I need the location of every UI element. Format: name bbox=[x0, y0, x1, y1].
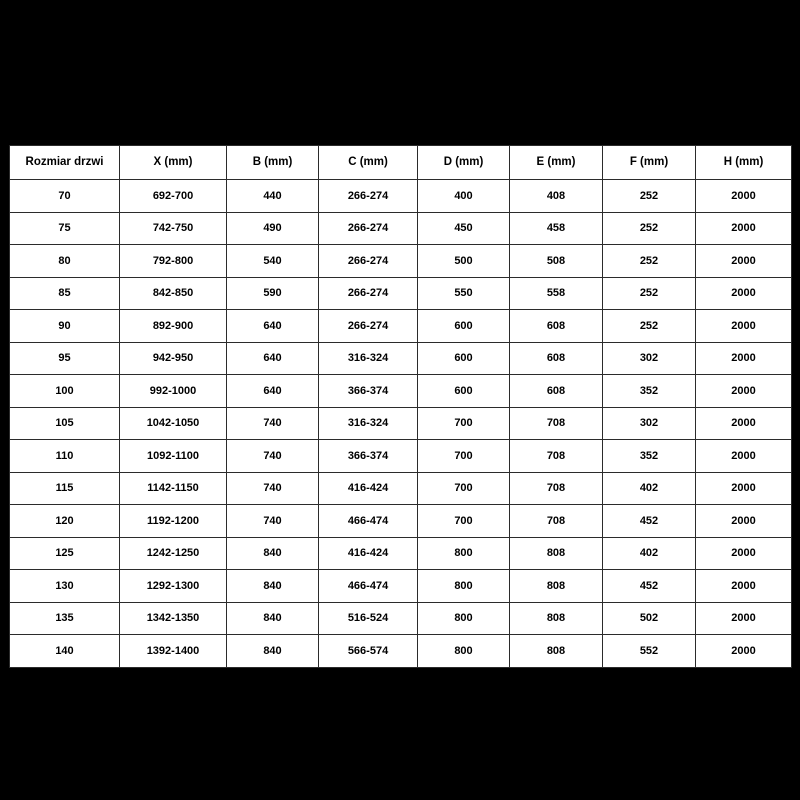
cell-b: 740 bbox=[227, 472, 319, 505]
table-row bbox=[10, 245, 792, 278]
cell-h: 2000 bbox=[696, 505, 792, 538]
cell-d: 600 bbox=[418, 310, 510, 343]
cell-e: 808 bbox=[510, 602, 603, 635]
cell-f: 352 bbox=[603, 440, 696, 473]
cell-x: 742-750 bbox=[120, 212, 227, 245]
cell-h: 2000 bbox=[696, 212, 792, 245]
cell-size: 95 bbox=[10, 342, 120, 375]
cell-f: 452 bbox=[603, 505, 696, 538]
cell-d: 800 bbox=[418, 537, 510, 570]
cell-d: 500 bbox=[418, 245, 510, 278]
table-row bbox=[10, 277, 792, 310]
cell-d: 550 bbox=[418, 277, 510, 310]
cell-e: 608 bbox=[510, 342, 603, 375]
table-row bbox=[10, 440, 792, 473]
table-row bbox=[10, 472, 792, 505]
cell-size: 115 bbox=[10, 472, 120, 505]
cell-x: 1292-1300 bbox=[120, 570, 227, 603]
column-header-rozmiar-drzwi: Rozmiar drzwi bbox=[10, 146, 120, 180]
cell-size: 105 bbox=[10, 407, 120, 440]
cell-size: 70 bbox=[10, 180, 120, 213]
cell-c: 316-324 bbox=[319, 342, 418, 375]
cell-e: 508 bbox=[510, 245, 603, 278]
cell-f: 452 bbox=[603, 570, 696, 603]
cell-x: 1242-1250 bbox=[120, 537, 227, 570]
cell-h: 2000 bbox=[696, 342, 792, 375]
cell-d: 700 bbox=[418, 440, 510, 473]
cell-c: 316-324 bbox=[319, 407, 418, 440]
cell-c: 366-374 bbox=[319, 375, 418, 408]
table-row bbox=[10, 602, 792, 635]
cell-f: 402 bbox=[603, 537, 696, 570]
column-header-d: D (mm) bbox=[418, 146, 510, 180]
table-body bbox=[10, 180, 792, 668]
cell-x: 692-700 bbox=[120, 180, 227, 213]
cell-b: 840 bbox=[227, 635, 319, 668]
cell-h: 2000 bbox=[696, 245, 792, 278]
cell-h: 2000 bbox=[696, 180, 792, 213]
table-row bbox=[10, 310, 792, 343]
cell-h: 2000 bbox=[696, 570, 792, 603]
cell-d: 800 bbox=[418, 635, 510, 668]
cell-e: 608 bbox=[510, 310, 603, 343]
cell-b: 540 bbox=[227, 245, 319, 278]
cell-b: 640 bbox=[227, 375, 319, 408]
cell-c: 466-474 bbox=[319, 505, 418, 538]
cell-size: 140 bbox=[10, 635, 120, 668]
cell-c: 466-474 bbox=[319, 570, 418, 603]
cell-c: 416-424 bbox=[319, 537, 418, 570]
cell-e: 458 bbox=[510, 212, 603, 245]
cell-h: 2000 bbox=[696, 310, 792, 343]
cell-h: 2000 bbox=[696, 440, 792, 473]
cell-d: 600 bbox=[418, 375, 510, 408]
table-header-row bbox=[10, 146, 792, 180]
cell-b: 590 bbox=[227, 277, 319, 310]
cell-d: 700 bbox=[418, 505, 510, 538]
cell-f: 252 bbox=[603, 310, 696, 343]
cell-e: 808 bbox=[510, 570, 603, 603]
table-row bbox=[10, 180, 792, 213]
cell-c: 516-524 bbox=[319, 602, 418, 635]
cell-f: 552 bbox=[603, 635, 696, 668]
cell-c: 266-274 bbox=[319, 180, 418, 213]
cell-e: 808 bbox=[510, 635, 603, 668]
cell-f: 252 bbox=[603, 245, 696, 278]
column-header-c: C (mm) bbox=[319, 146, 418, 180]
cell-h: 2000 bbox=[696, 277, 792, 310]
cell-f: 252 bbox=[603, 212, 696, 245]
cell-h: 2000 bbox=[696, 472, 792, 505]
cell-b: 640 bbox=[227, 310, 319, 343]
column-header-x: X (mm) bbox=[120, 146, 227, 180]
cell-x: 1092-1100 bbox=[120, 440, 227, 473]
cell-d: 800 bbox=[418, 602, 510, 635]
column-header-f: F (mm) bbox=[603, 146, 696, 180]
cell-c: 416-424 bbox=[319, 472, 418, 505]
cell-b: 740 bbox=[227, 505, 319, 538]
table-row bbox=[10, 570, 792, 603]
cell-e: 708 bbox=[510, 407, 603, 440]
cell-b: 840 bbox=[227, 602, 319, 635]
cell-h: 2000 bbox=[696, 407, 792, 440]
cell-e: 558 bbox=[510, 277, 603, 310]
table-row bbox=[10, 537, 792, 570]
cell-c: 266-274 bbox=[319, 245, 418, 278]
cell-size: 120 bbox=[10, 505, 120, 538]
cell-d: 400 bbox=[418, 180, 510, 213]
cell-c: 566-574 bbox=[319, 635, 418, 668]
cell-f: 302 bbox=[603, 342, 696, 375]
cell-f: 352 bbox=[603, 375, 696, 408]
cell-h: 2000 bbox=[696, 375, 792, 408]
cell-size: 85 bbox=[10, 277, 120, 310]
cell-f: 302 bbox=[603, 407, 696, 440]
cell-size: 100 bbox=[10, 375, 120, 408]
cell-b: 640 bbox=[227, 342, 319, 375]
cell-b: 440 bbox=[227, 180, 319, 213]
cell-x: 1042-1050 bbox=[120, 407, 227, 440]
cell-size: 90 bbox=[10, 310, 120, 343]
cell-e: 708 bbox=[510, 505, 603, 538]
cell-e: 408 bbox=[510, 180, 603, 213]
cell-h: 2000 bbox=[696, 635, 792, 668]
cell-size: 130 bbox=[10, 570, 120, 603]
cell-b: 840 bbox=[227, 537, 319, 570]
table-header bbox=[10, 146, 792, 180]
cell-x: 1392-1400 bbox=[120, 635, 227, 668]
cell-d: 700 bbox=[418, 472, 510, 505]
table-row bbox=[10, 407, 792, 440]
table-row bbox=[10, 635, 792, 668]
cell-e: 808 bbox=[510, 537, 603, 570]
cell-x: 992-1000 bbox=[120, 375, 227, 408]
cell-size: 135 bbox=[10, 602, 120, 635]
column-header-h: H (mm) bbox=[696, 146, 792, 180]
table-row bbox=[10, 505, 792, 538]
cell-x: 842-850 bbox=[120, 277, 227, 310]
cell-f: 252 bbox=[603, 277, 696, 310]
table-row bbox=[10, 212, 792, 245]
cell-d: 800 bbox=[418, 570, 510, 603]
cell-b: 740 bbox=[227, 440, 319, 473]
cell-f: 402 bbox=[603, 472, 696, 505]
cell-c: 266-274 bbox=[319, 310, 418, 343]
cell-b: 490 bbox=[227, 212, 319, 245]
cell-d: 450 bbox=[418, 212, 510, 245]
cell-e: 708 bbox=[510, 472, 603, 505]
cell-c: 266-274 bbox=[319, 212, 418, 245]
cell-d: 700 bbox=[418, 407, 510, 440]
cell-c: 266-274 bbox=[319, 277, 418, 310]
cell-c: 366-374 bbox=[319, 440, 418, 473]
cell-f: 252 bbox=[603, 180, 696, 213]
cell-x: 1342-1350 bbox=[120, 602, 227, 635]
column-header-b: B (mm) bbox=[227, 146, 319, 180]
cell-f: 502 bbox=[603, 602, 696, 635]
cell-x: 1142-1150 bbox=[120, 472, 227, 505]
cell-size: 110 bbox=[10, 440, 120, 473]
cell-h: 2000 bbox=[696, 602, 792, 635]
cell-h: 2000 bbox=[696, 537, 792, 570]
cell-x: 942-950 bbox=[120, 342, 227, 375]
cell-size: 125 bbox=[10, 537, 120, 570]
cell-b: 740 bbox=[227, 407, 319, 440]
cell-x: 892-900 bbox=[120, 310, 227, 343]
cell-size: 75 bbox=[10, 212, 120, 245]
cell-e: 608 bbox=[510, 375, 603, 408]
table-row bbox=[10, 342, 792, 375]
cell-b: 840 bbox=[227, 570, 319, 603]
cell-x: 792-800 bbox=[120, 245, 227, 278]
door-size-specification-table bbox=[9, 145, 792, 668]
cell-x: 1192-1200 bbox=[120, 505, 227, 538]
table-row bbox=[10, 375, 792, 408]
cell-e: 708 bbox=[510, 440, 603, 473]
column-header-e: E (mm) bbox=[510, 146, 603, 180]
cell-size: 80 bbox=[10, 245, 120, 278]
cell-d: 600 bbox=[418, 342, 510, 375]
specification-table-container bbox=[9, 145, 791, 668]
